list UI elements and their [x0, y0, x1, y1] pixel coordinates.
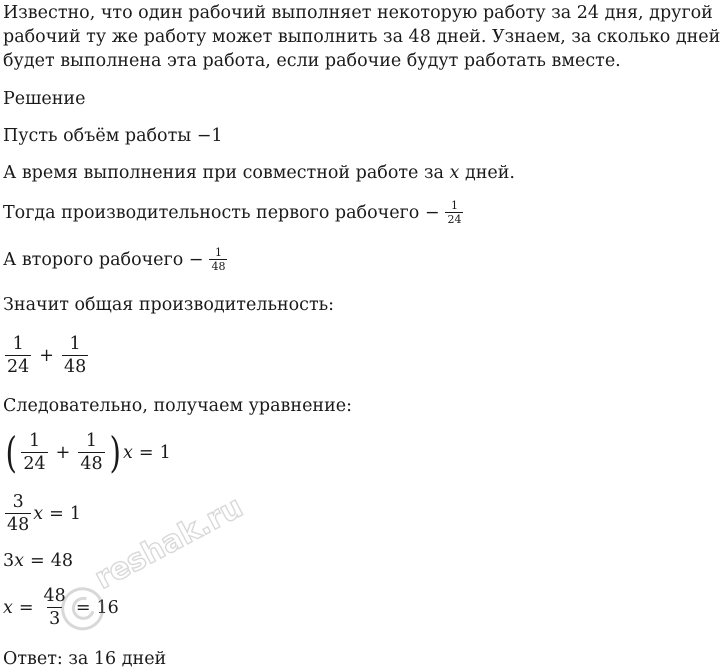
equals-sign: = [75, 597, 91, 618]
equals-sign: = [138, 442, 154, 463]
variable-x: x [33, 503, 44, 524]
denominator: 48 [211, 260, 226, 273]
rhs-one: 1 [159, 442, 171, 463]
fraction-48-3 [42, 585, 68, 630]
numerator: 1 [450, 199, 458, 212]
numerator: 3 [12, 492, 24, 512]
left-paren: ( [5, 427, 17, 477]
second-rate-text: А второго рабочего − [3, 249, 204, 270]
numerator: 1 [12, 334, 24, 354]
time-line-after: дней. [459, 163, 515, 183]
fraction-3-48 [5, 491, 31, 536]
variable-x: x [3, 597, 13, 618]
fraction-1-24 [5, 333, 31, 378]
time-line-var: x [449, 163, 460, 183]
numerator: 48 [43, 586, 66, 606]
rhs-48: 48 [50, 551, 73, 571]
first-rate-text: Тогда производительность первого рабочего − [3, 202, 440, 223]
numerator: 1 [28, 431, 41, 451]
denominator: 24 [447, 213, 462, 226]
right-paren: ) [109, 427, 121, 477]
equation-4 [3, 585, 119, 630]
denominator: 48 [80, 454, 103, 474]
coef-three: 3 [3, 551, 15, 571]
second-rate-line [3, 246, 229, 273]
work-volume-line: Пусть объём работы −1 [3, 126, 223, 146]
watermark-text: reshak.ru [89, 489, 249, 597]
variable-x: x [123, 442, 133, 463]
first-rate-line [3, 199, 465, 226]
equation-3 [3, 551, 73, 571]
denominator: 24 [23, 454, 46, 474]
equals-sign: = [49, 503, 64, 524]
time-line-before: А время выполнения при совместной работе за [3, 163, 450, 183]
fraction-1-24-small [445, 199, 463, 226]
answer-line: Ответ: за 16 дней [3, 649, 167, 669]
solution-heading: Решение [3, 89, 86, 109]
denominator: 24 [7, 357, 30, 377]
equation-2 [3, 491, 81, 536]
variable-x: x [14, 551, 25, 571]
result-16: 16 [96, 597, 119, 618]
rhs-one: 1 [69, 503, 81, 524]
equals-sign: = [18, 597, 34, 618]
plus-sign: + [39, 345, 54, 366]
total-rate-expression [3, 333, 90, 378]
fraction-1-24 [21, 430, 47, 475]
total-rate-text: Значит общая производительность: [3, 295, 335, 315]
fraction-1-48 [62, 333, 88, 378]
equals-sign: = [30, 551, 45, 571]
equation-1 [3, 427, 171, 477]
denominator: 48 [63, 357, 87, 377]
plus-sign: + [55, 442, 71, 463]
equation-text: Следовательно, получаем уравнение: [3, 396, 353, 416]
denominator: 3 [49, 609, 61, 629]
fraction-1-48-small [209, 246, 227, 273]
numerator: 1 [85, 431, 98, 451]
problem-line-2: рабочий ту же работу может выполнить за 48 дней. Узнаем, за сколько дней [3, 27, 720, 47]
time-line [3, 162, 515, 184]
numerator: 1 [214, 246, 222, 259]
numerator: 1 [69, 334, 81, 354]
problem-line-3: будет выполнена эта работа, если рабочие будут работать вместе. [3, 51, 621, 71]
denominator: 48 [7, 515, 30, 535]
fraction-1-48 [78, 430, 104, 475]
problem-line-1: Известно, что один рабочий выполняет некоторую работу за 24 дня, другой [3, 3, 713, 23]
